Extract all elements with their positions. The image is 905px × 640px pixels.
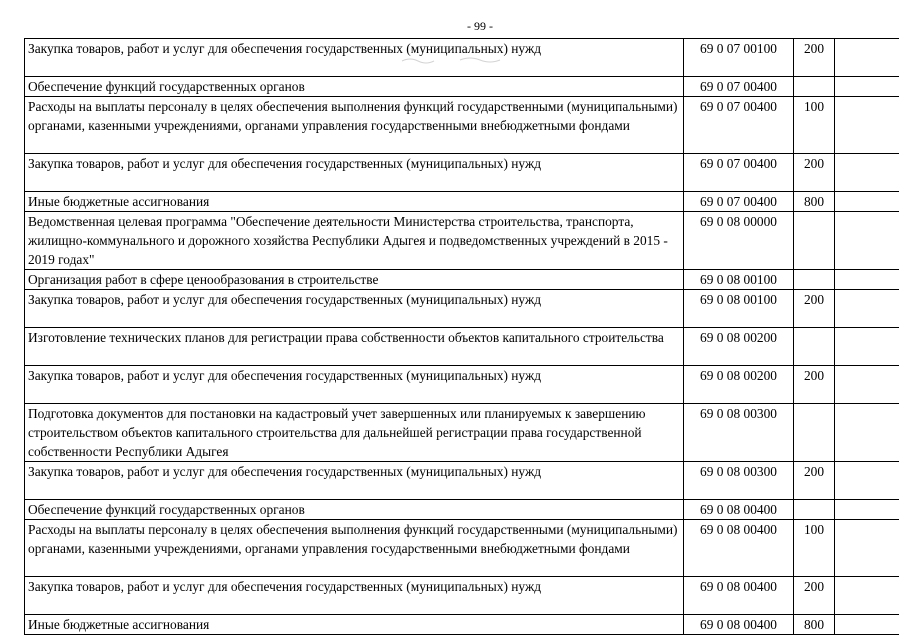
row-description: Расходы на выплаты персоналу в целях обеспечения выполнения функций государственными (муниципальными) органами, казенными учреждениями, органами управления государственными внебюджетными фондами [25, 97, 684, 154]
row-description: Обеспечение функций государственных органов [25, 500, 684, 520]
row-expense-type [794, 270, 835, 290]
row-expense-type: 200 [794, 462, 835, 500]
row-expense-type: 200 [794, 39, 835, 77]
table-row [25, 366, 900, 404]
row-amount-cell [835, 366, 900, 404]
row-expense-type: 200 [794, 290, 835, 328]
row-amount-cell [835, 328, 900, 366]
row-description: Закупка товаров, работ и услуг для обеспечения государственных (муниципальных) нужд [25, 154, 684, 192]
table-row [25, 328, 900, 366]
row-amount-cell [835, 39, 900, 77]
row-amount-cell [835, 212, 900, 270]
row-amount-cell [835, 520, 900, 577]
row-expense-type [794, 77, 835, 97]
row-target-code: 69 0 07 00100 [684, 39, 794, 77]
table-row [25, 192, 900, 212]
row-expense-type: 800 [794, 615, 835, 635]
row-target-code: 69 0 08 00200 [684, 328, 794, 366]
row-description: Обеспечение функций государственных органов [25, 77, 684, 97]
table-row [25, 212, 900, 270]
row-expense-type [794, 328, 835, 366]
row-expense-type: 100 [794, 97, 835, 154]
row-description: Иные бюджетные ассигнования [25, 192, 684, 212]
row-target-code: 69 0 08 00400 [684, 500, 794, 520]
row-expense-type: 200 [794, 366, 835, 404]
row-target-code: 69 0 08 00400 [684, 520, 794, 577]
table-row [25, 462, 900, 500]
row-expense-type: 200 [794, 577, 835, 615]
row-description: Ведомственная целевая программа "Обеспечение деятельности Министерства строительства, транспорта, жилищно-коммунального и дорожного хозяйства Республики Адыгея и подведомственных учреждений в 2015 - 2019 годах" [25, 212, 684, 270]
row-description: Подготовка документов для постановки на кадастровый учет завершенных или планируемых к завершению строительством объектов капитального строительства для дальнейшей регистрации права государственной собственности Республики Адыгея [25, 404, 684, 462]
row-expense-type [794, 212, 835, 270]
row-target-code: 69 0 07 00400 [684, 154, 794, 192]
row-target-code: 69 0 07 00400 [684, 192, 794, 212]
row-expense-type: 800 [794, 192, 835, 212]
table-row [25, 77, 900, 97]
table-row [25, 404, 900, 462]
table-row [25, 615, 900, 635]
row-description: Изготовление технических планов для регистрации права собственности объектов капитального строительства [25, 328, 684, 366]
row-target-code: 69 0 07 00400 [684, 77, 794, 97]
row-target-code: 69 0 08 00200 [684, 366, 794, 404]
row-expense-type [794, 500, 835, 520]
table-row [25, 97, 900, 154]
row-description: Организация работ в сфере ценообразования в строительстве [25, 270, 684, 290]
table-row [25, 270, 900, 290]
row-amount-cell [835, 577, 900, 615]
row-amount-cell [835, 192, 900, 212]
row-description: Иные бюджетные ассигнования [25, 615, 684, 635]
row-amount-cell [835, 615, 900, 635]
table-row [25, 577, 900, 615]
row-target-code: 69 0 08 00400 [684, 577, 794, 615]
table-row [25, 154, 900, 192]
row-amount-cell [835, 77, 900, 97]
table-row [25, 290, 900, 328]
row-amount-cell [835, 270, 900, 290]
row-description: Закупка товаров, работ и услуг для обеспечения государственных (муниципальных) нужд [25, 366, 684, 404]
row-expense-type: 100 [794, 520, 835, 577]
row-amount-cell [835, 404, 900, 462]
row-target-code: 69 0 08 00100 [684, 270, 794, 290]
table-row [25, 39, 900, 77]
row-expense-type [794, 404, 835, 462]
row-description: Расходы на выплаты персоналу в целях обеспечения выполнения функций государственными (муниципальными) органами, казенными учреждениями, органами управления государственными внебюджетными фондами [25, 520, 684, 577]
row-amount-cell [835, 154, 900, 192]
row-target-code: 69 0 08 00300 [684, 404, 794, 462]
table-row [25, 520, 900, 577]
row-target-code: 69 0 07 00400 [684, 97, 794, 154]
row-target-code: 69 0 08 00100 [684, 290, 794, 328]
row-amount-cell [835, 97, 900, 154]
row-amount-cell [835, 500, 900, 520]
row-description: Закупка товаров, работ и услуг для обеспечения государственных (муниципальных) нужд [25, 39, 684, 77]
row-description: Закупка товаров, работ и услуг для обеспечения государственных (муниципальных) нужд [25, 462, 684, 500]
row-target-code: 69 0 08 00300 [684, 462, 794, 500]
row-description: Закупка товаров, работ и услуг для обеспечения государственных (муниципальных) нужд [25, 577, 684, 615]
row-expense-type: 200 [794, 154, 835, 192]
row-amount-cell [835, 462, 900, 500]
table-row [25, 500, 900, 520]
row-description: Закупка товаров, работ и услуг для обеспечения государственных (муниципальных) нужд [25, 290, 684, 328]
row-target-code: 69 0 08 00400 [684, 615, 794, 635]
page-number: - 99 - [467, 19, 493, 33]
budget-table [24, 38, 899, 635]
row-target-code: 69 0 08 00000 [684, 212, 794, 270]
row-amount-cell [835, 290, 900, 328]
